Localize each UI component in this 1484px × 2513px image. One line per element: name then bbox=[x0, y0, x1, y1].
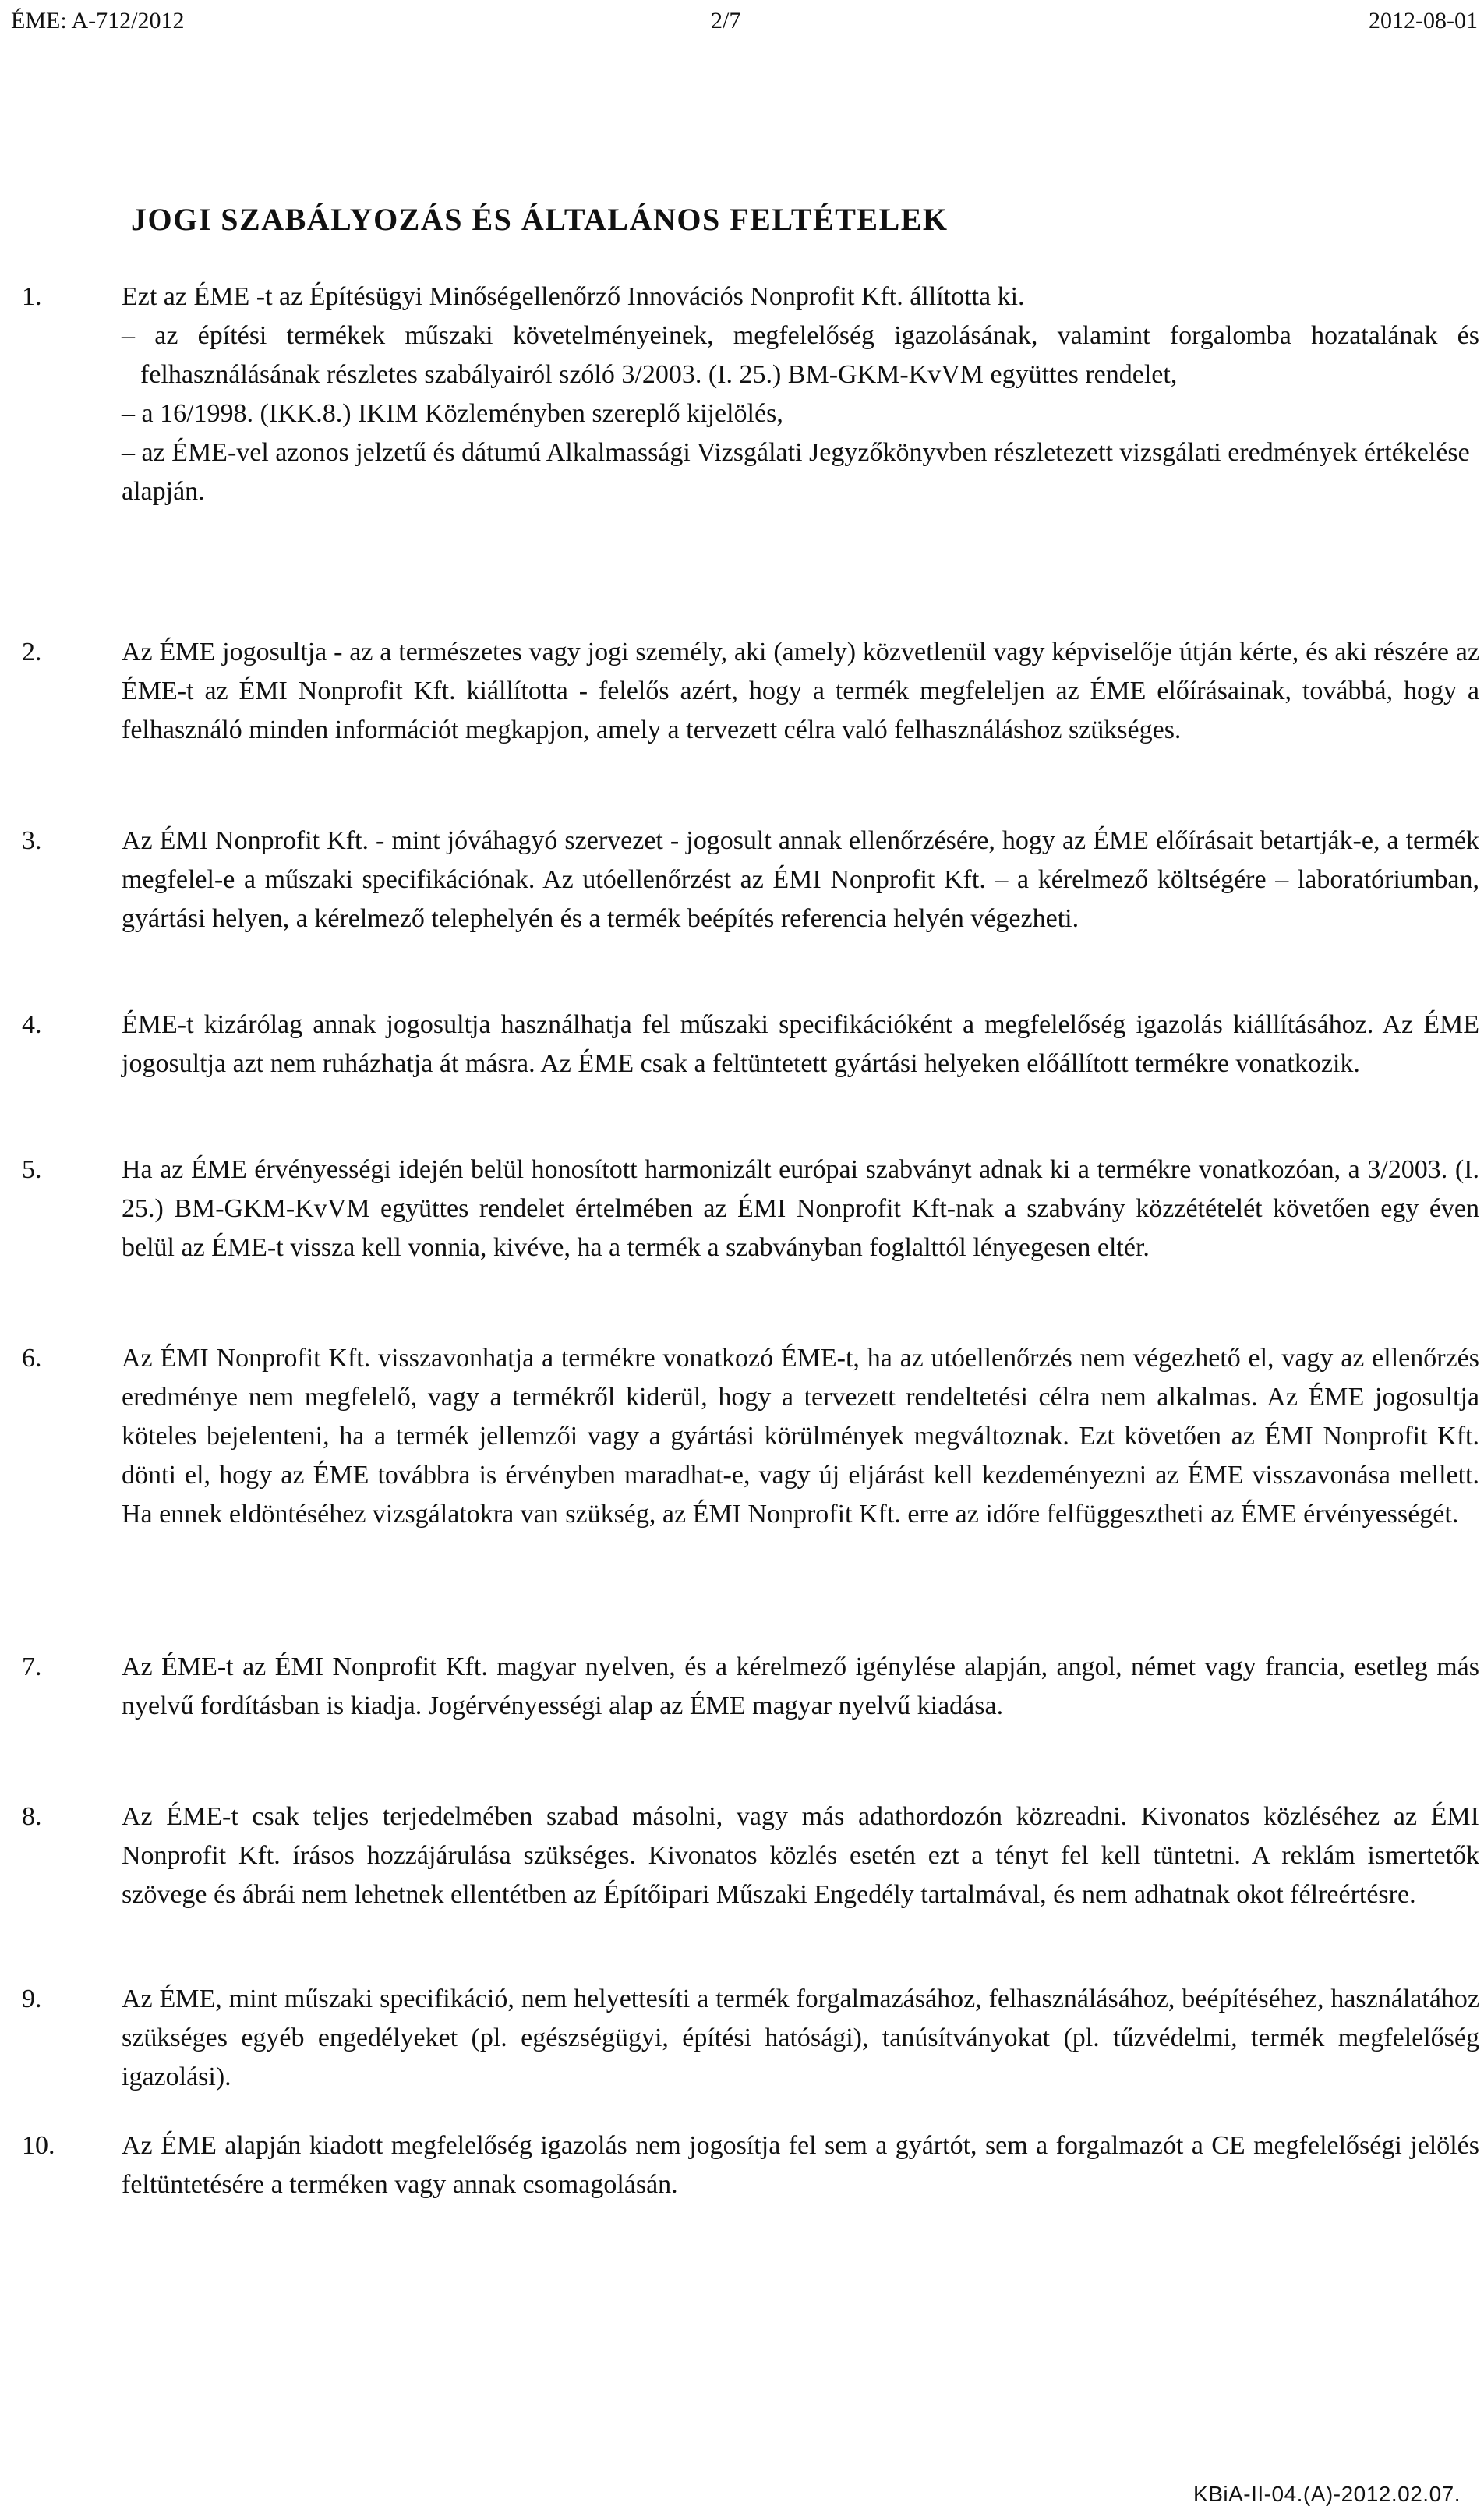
page-header bbox=[0, 8, 1484, 47]
item-text: Az ÉMI Nonprofit Kft. - mint jóváhagyó szervezet - jogosult annak ellenőrzésére, hogy az ÉME előírásait betartják-e, a termék megfelel-e a műszaki specifikációnak. Az utóellenőrzést az ÉMI Nonprofit Kft. – a kérelmező költségére – laboratóriumban, gyártási helyen, a kérelmező telephelyén és a termék beépítés referencia helyén végezheti. bbox=[122, 826, 1479, 933]
item-text: Az ÉME-t az ÉMI Nonprofit Kft. magyar nyelven, és a kérelmező igénylése alapján, angol, német vagy francia, esetleg más nyelvű fordításban is kiadja. Jogérvényességi alap az ÉME magyar nyelvű kiadása. bbox=[122, 1652, 1479, 1720]
header-date: 2012-08-01 bbox=[1369, 8, 1478, 34]
item-text: Az ÉME jogosultja - az a természetes vagy jogi személy, aki (amely) közvetlenül vagy képviselője útján kérte, és aki részére az ÉME-t az ÉMI Nonprofit Kft. kiállította - felelős azért, hogy a termék megfeleljen az ÉME előírásainak, továbbá, hogy a felhasználó minden információt megkapjon, amely a tervezett célra való felhasználáshoz szükséges. bbox=[122, 638, 1479, 744]
item-text: ÉME-t kizárólag annak jogosultja használhatja fel műszaki specifikációként a megfelelőség igazolás kiállításához. Az ÉME jogosultja azt nem ruházhatja át másra. Az ÉME csak a feltüntetett gyártási helyeken előállított termékre vonatkozik. bbox=[122, 1010, 1479, 1078]
section-title: JOGI SZABÁLYOZÁS ÉS ÁLTALÁNOS FELTÉTELEK bbox=[131, 202, 949, 237]
sub-item: – az ÉME-vel azonos jelzetű és dátumú Alkalmassági Vizsgálati Jegyzőkönyvben részletezett vizsgálati eredmények értékelése bbox=[122, 438, 1470, 467]
document-id: ÉME: A-712/2012 bbox=[11, 8, 185, 34]
sub-item: – a 16/1998. (IKK.8.) IKIM Közleményben szereplő kijelölés, bbox=[122, 399, 783, 428]
form-code-footer: KBiA-II-04.(A)-2012.02.07. bbox=[1193, 2482, 1461, 2506]
item-outro: alapján. bbox=[122, 477, 205, 506]
sub-item: – az építési termékek műszaki követelményeinek, megfelelőség igazolásának, valamint forgalomba hozatalának és felhasználásának részletes szabályairól szóló 3/2003. (I. 25.) BM-GKM-KvVM együttes rendelet, bbox=[122, 321, 1479, 389]
item-text: Az ÉME alapján kiadott megfelelőség igazolás nem jogosítja fel sem a gyártót, sem a forgalmazót a CE megfelelőségi jelölés feltüntetésére a terméken vagy annak csomagolásán. bbox=[122, 2131, 1479, 2199]
item-number: 6. bbox=[22, 1344, 42, 1373]
item-number: 10. bbox=[22, 2131, 55, 2160]
item-number: 4. bbox=[22, 1010, 42, 1039]
item-text bbox=[122, 277, 1479, 511]
page-number: 2/7 bbox=[711, 8, 741, 34]
item-number: 5. bbox=[22, 1155, 42, 1184]
item-number: 3. bbox=[22, 826, 42, 855]
item-number: 1. bbox=[22, 282, 42, 311]
item-number: 2. bbox=[22, 638, 42, 666]
item-text: Az ÉMI Nonprofit Kft. visszavonhatja a termékre vonatkozó ÉME-t, ha az utóellenőrzés nem végezhető el, vagy az ellenőrzés eredménye nem megfelelő, vagy a termékről kiderül, hogy a tervezett rendeltetési célra nem alkalmas. Az ÉME jogosultja köteles bejelenteni, ha a termék jellemzői vagy a gyártási körülmények megváltoznak. Ezt követően az ÉMI Nonprofit Kft. dönti el, hogy az ÉME továbbra is érvényben maradhat-e, vagy új eljárást kell kezdeményezni az ÉME visszavonása mellett. Ha ennek eldöntéséhez vizsgálatokra van szükség, az ÉMI Nonprofit Kft. erre az időre felfüggesztheti az ÉME érvényességét. bbox=[122, 1344, 1479, 1529]
item-intro: Ezt az ÉME -t az Építésügyi Minőségellenőrző Innovációs Nonprofit Kft. állította ki. bbox=[122, 282, 1025, 311]
item-text: Ha az ÉME érvényességi idején belül honosított harmonizált európai szabványt adnak ki a termékre vonatkozóan, a 3/2003. (I. 25.) BM-GKM-KvVM együttes rendelet értelmében az ÉMI Nonprofit Kft-nak a szabvány közzétételét követően egy éven belül az ÉME-t vissza kell vonnia, kivéve, ha a termék a szabványban foglalttól lényegesen eltér. bbox=[122, 1155, 1479, 1262]
item-number: 7. bbox=[22, 1652, 42, 1681]
item-text: Az ÉME-t csak teljes terjedelmében szabad másolni, vagy más adathordozón közreadni. Kivonatos közléséhez az ÉMI Nonprofit Kft. írásos hozzájárulása szükséges. Kivonatos közlés esetén ezt a tényt fel kell tüntetni. A reklám ismertetők szövege és ábrái nem lehetnek ellentétben az Építőipari Műszaki Engedély tartalmával, és nem adhatnak okot félreértésre. bbox=[122, 1802, 1479, 1909]
item-number: 8. bbox=[22, 1802, 42, 1831]
item-number: 9. bbox=[22, 1985, 42, 2013]
item-text: Az ÉME, mint műszaki specifikáció, nem helyettesíti a termék forgalmazásához, felhasználásához, beépítéséhez, használatához szükséges egyéb engedélyeket (pl. egészségügyi, építési hatósági), tanúsítványokat (pl. tűzvédelmi, termék megfelelőség igazolási). bbox=[122, 1985, 1479, 2091]
